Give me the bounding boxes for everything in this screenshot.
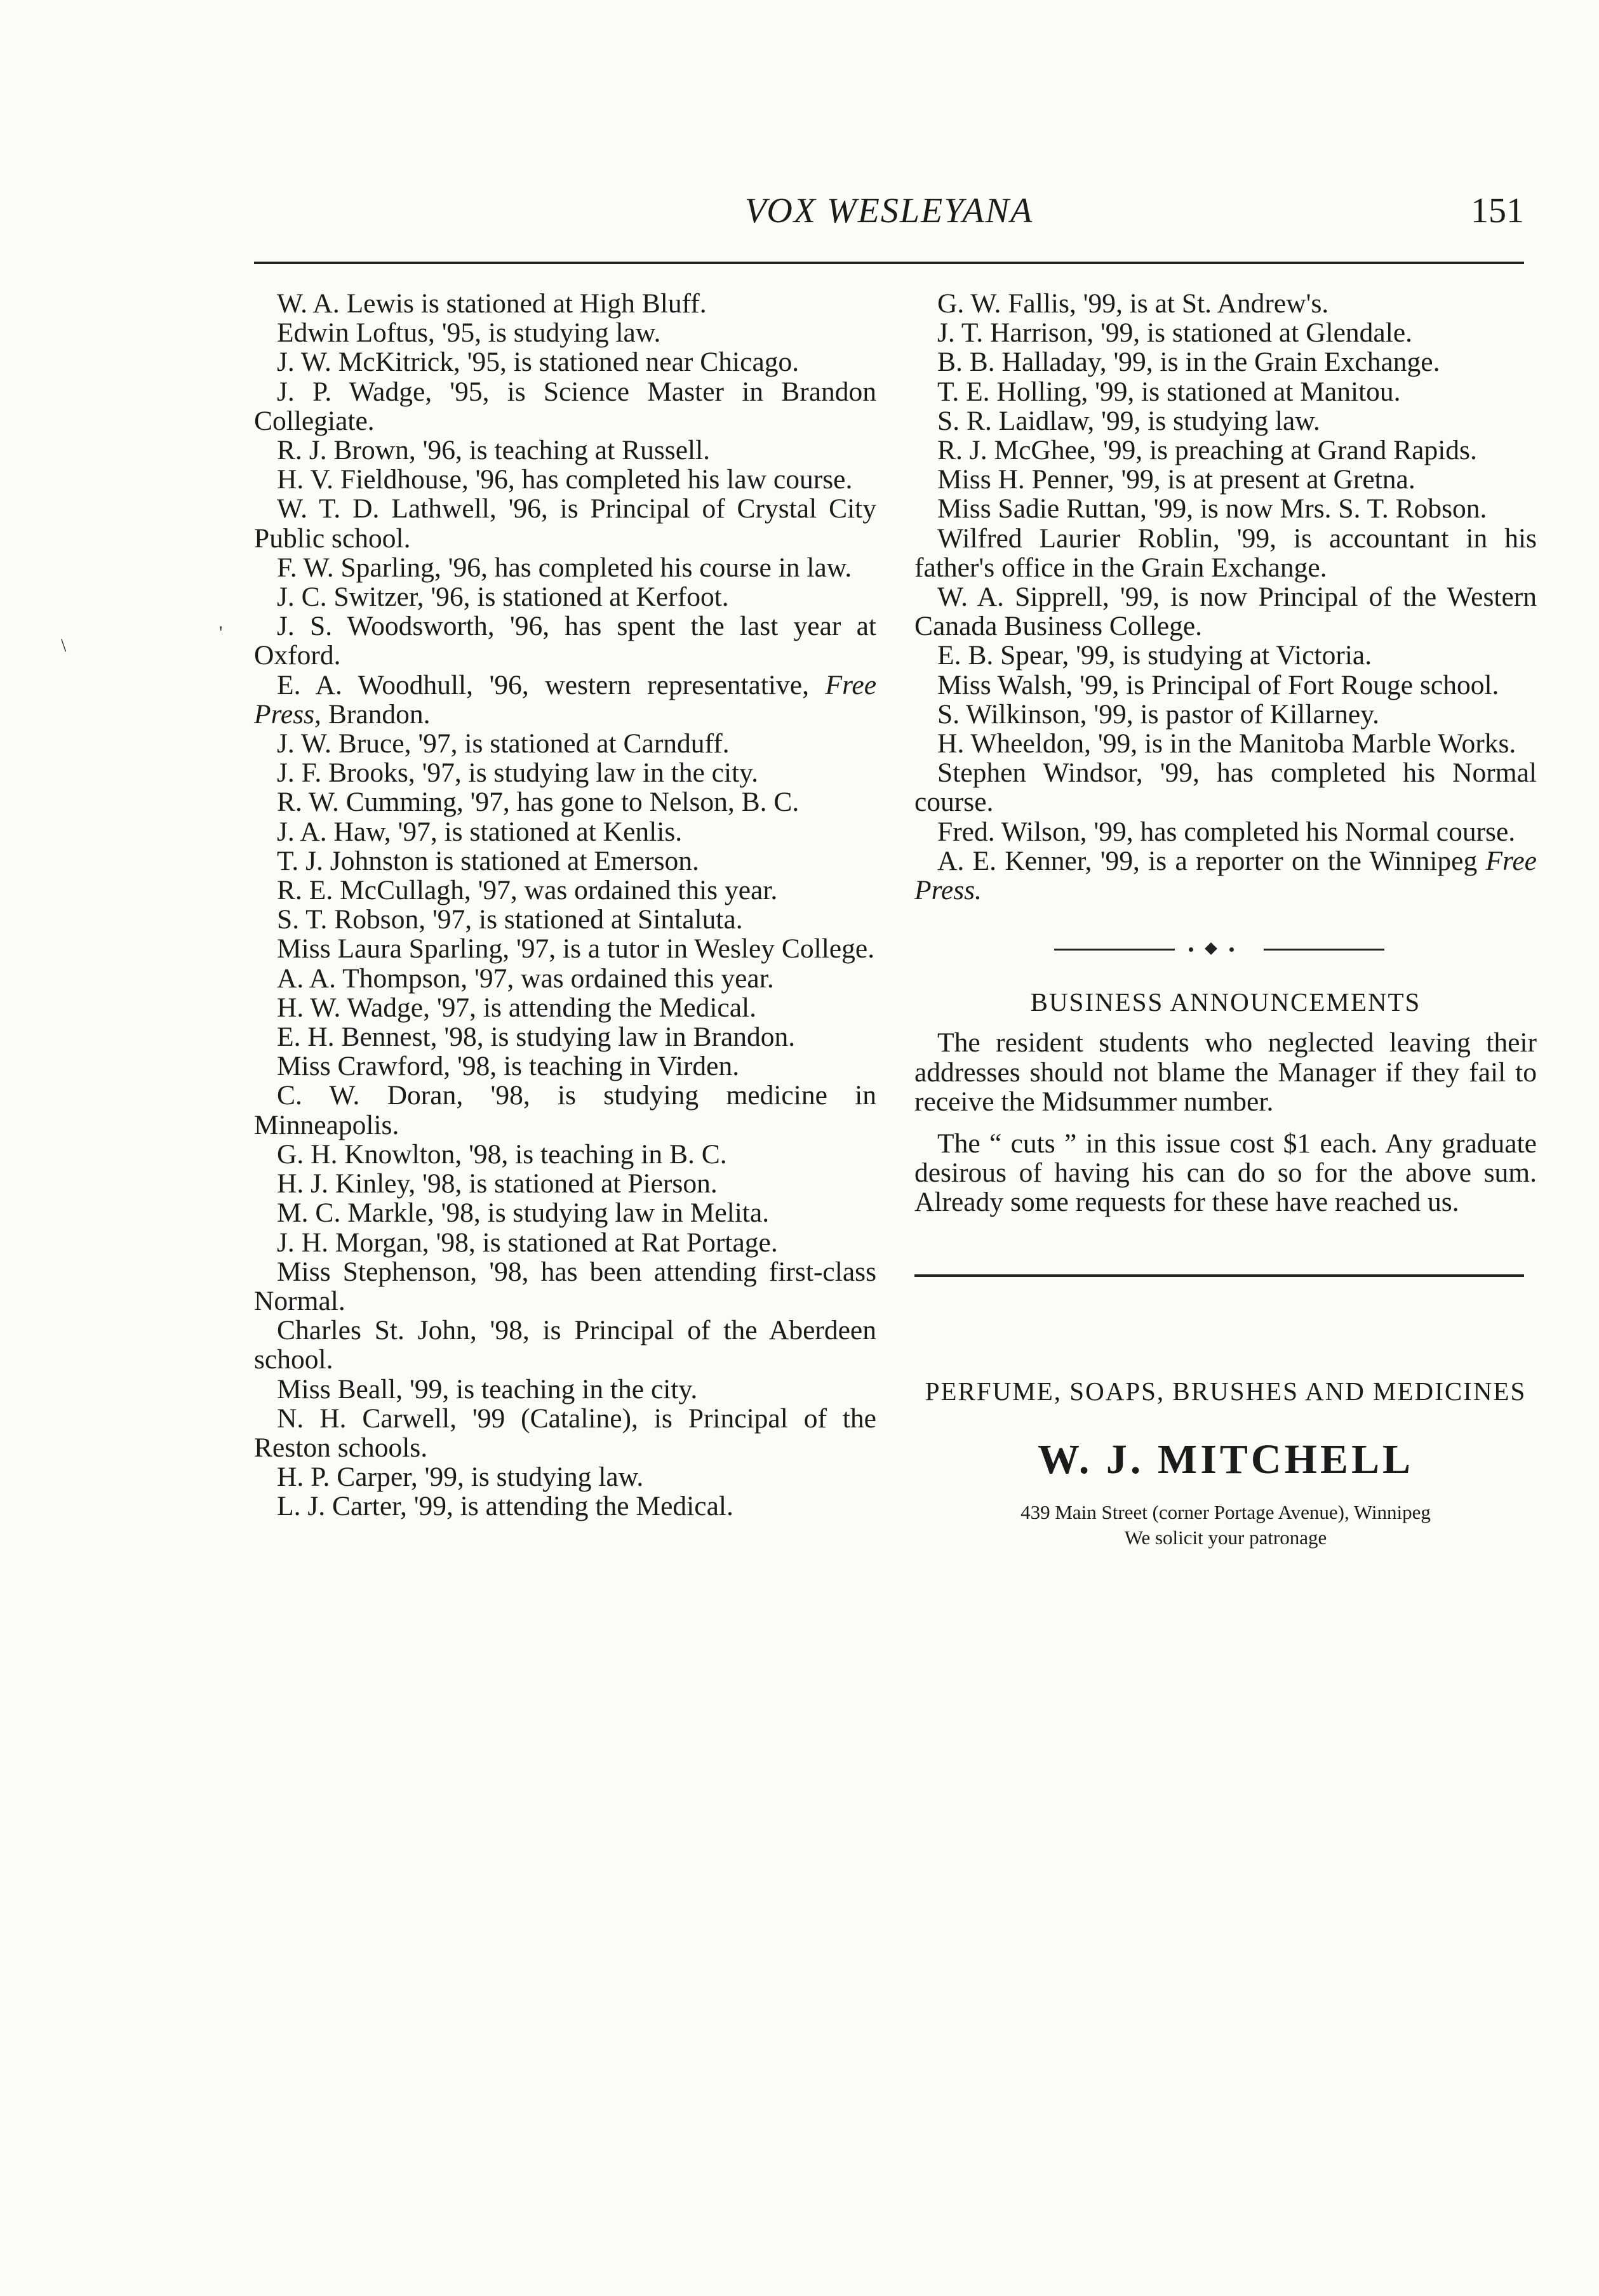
- section-ornament: [1054, 943, 1384, 956]
- business-paragraph: The “ cuts ” in this issue cost $1 each. Any graduate desirous of having his can do so for the above sum. Already some requests for these have reached us.: [914, 1128, 1537, 1218]
- ornament-dot: [1189, 947, 1193, 952]
- alumni-notes-left-column: [254, 289, 876, 1521]
- alumni-note: H. W. Wadge, '97, is attending the Medical.: [277, 992, 756, 1023]
- alumni-note: J. W. Bruce, '97, is stationed at Carnduff.: [277, 728, 730, 759]
- alumni-note: S. R. Laidlaw, '99, is studying law.: [937, 405, 1320, 436]
- advertiser-tagline: We solicit your patronage: [1124, 1526, 1327, 1549]
- newspaper-title: Free Press.: [914, 845, 1537, 906]
- alumni-note: H. P. Carper, '99, is studying law.: [277, 1462, 644, 1493]
- alumni-note: W. T. D. Lathwell, '96, is Principal of Crystal City Public school.: [254, 493, 876, 554]
- alumni-note: W. A. Lewis is stationed at High Bluff.: [277, 288, 707, 319]
- alumni-note: N. H. Carwell, '99 (Cataline), is Principal of the Reston schools.: [254, 1403, 876, 1463]
- alumni-note: R. J. McGhee, '99, is preaching at Grand Rapids.: [937, 435, 1477, 466]
- alumni-note: J. W. McKitrick, '95, is stationed near Chicago.: [277, 347, 800, 378]
- alumni-note: Wilfred Laurier Roblin, '99, is accountant in his father's office in the Grain Exchange.: [914, 523, 1537, 583]
- alumni-note: Edwin Loftus, '95, is studying law.: [277, 317, 661, 349]
- alumni-notes-right-column: [914, 289, 1537, 1551]
- ornament-dot: [1229, 947, 1234, 952]
- alumni-note: H. Wheeldon, '99, is in the Manitoba Marble Works.: [937, 728, 1516, 759]
- business-paragraph: The resident students who neglected leaving their addresses should not blame the Manager if they fail to receive the Midsummer number.: [914, 1027, 1537, 1117]
- alumni-note: R. J. Brown, '96, is teaching at Russell.: [277, 435, 711, 466]
- alumni-note-text: E. A. Woodhull, '96, western representative,: [277, 669, 809, 700]
- alumni-note: J. A. Haw, '97, is stationed at Kenlis.: [277, 816, 683, 847]
- alumni-note: Miss Sadie Ruttan, '99, is now Mrs. S. T. Robson.: [937, 493, 1487, 524]
- alumni-note: Miss Walsh, '99, is Principal of Fort Rouge school.: [937, 669, 1499, 700]
- alumni-note: T. E. Holling, '99, is stationed at Manitou.: [937, 376, 1401, 407]
- journal-title: VOX WESLEYANA: [744, 191, 1034, 230]
- alumni-note: J. T. Harrison, '99, is stationed at Glendale.: [937, 317, 1412, 349]
- alumni-note: [914, 846, 1537, 905]
- alumni-note: L. J. Carter, '99, is attending the Medical.: [277, 1491, 733, 1522]
- alumni-note: J. C. Switzer, '96, is stationed at Kerfoot.: [277, 582, 729, 613]
- margin-mark: \: [61, 635, 67, 656]
- alumni-note: J. H. Morgan, '98, is stationed at Rat Portage.: [277, 1227, 778, 1258]
- alumni-note: J. F. Brooks, '97, is studying law in the city.: [277, 758, 758, 789]
- alumni-note-text: Brandon.: [321, 698, 431, 730]
- alumni-note: [254, 671, 876, 729]
- ornament-rule-left: [1054, 949, 1175, 951]
- alumni-note: Miss Stephenson, '98, has been attending first-class Normal.: [254, 1256, 876, 1316]
- advertiser-name: W. J. MITCHELL: [1037, 1436, 1414, 1483]
- alumni-note: Stephen Windsor, '99, has completed his Normal course.: [914, 758, 1537, 818]
- margin-mark: ': [219, 622, 223, 643]
- alumni-note-text: A. E. Kenner, '99, is a reporter on the Winnipeg: [937, 845, 1478, 876]
- alumni-note: M. C. Markle, '98, is studying law in Melita.: [277, 1198, 770, 1229]
- alumni-note: G. H. Knowlton, '98, is teaching in B. C.: [277, 1138, 727, 1170]
- alumni-note: T. J. Johnston is stationed at Emerson.: [277, 845, 699, 876]
- page-number: 151: [1471, 191, 1524, 230]
- ornament-rule-right: [1264, 949, 1384, 951]
- alumni-note: G. W. Fallis, '99, is at St. Andrew's.: [937, 288, 1329, 319]
- newspaper-title: Free Press,: [254, 669, 877, 730]
- alumni-note: F. W. Sparling, '96, has completed his course in law.: [277, 552, 852, 583]
- alumni-note: Miss Laura Sparling, '97, is a tutor in Wesley College.: [277, 933, 875, 964]
- alumni-note: E. H. Bennest, '98, is studying law in Brandon.: [277, 1022, 796, 1053]
- running-head: [254, 190, 1524, 241]
- business-announcements-heading: BUSINESS ANNOUNCEMENTS: [1030, 987, 1421, 1017]
- alumni-note: Miss Beall, '99, is teaching in the city.: [277, 1373, 698, 1405]
- alumni-note: Miss H. Penner, '99, is at present at Gretna.: [937, 464, 1415, 495]
- header-rule: [254, 262, 1524, 264]
- alumni-note: S. Wilkinson, '99, is pastor of Killarney.: [937, 698, 1379, 730]
- alumni-note: R. E. McCullagh, '97, was ordained this year.: [277, 875, 778, 906]
- alumni-note: Charles St. John, '98, is Principal of the Aberdeen school.: [254, 1315, 876, 1375]
- alumni-note: Miss Crawford, '98, is teaching in Virden.: [277, 1051, 740, 1082]
- alumni-note: J. S. Woodsworth, '96, has spent the last year at Oxford.: [254, 611, 876, 671]
- alumni-note: B. B. Halladay, '99, is in the Grain Exchange.: [937, 347, 1440, 378]
- alumni-note: A. A. Thompson, '97, was ordained this year.: [277, 963, 774, 994]
- section-divider: [914, 1274, 1524, 1277]
- alumni-note: W. A. Sipprell, '99, is now Principal of the Western Canada Business College.: [914, 582, 1537, 642]
- alumni-note: H. J. Kinley, '98, is stationed at Pierson.: [277, 1168, 718, 1199]
- alumni-note: H. V. Fieldhouse, '96, has completed his law course.: [277, 464, 853, 495]
- alumni-note: J. P. Wadge, '95, is Science Master in Brandon Collegiate.: [254, 376, 876, 436]
- alumni-note: E. B. Spear, '99, is studying at Victoria.: [937, 640, 1372, 671]
- alumni-note: Fred. Wilson, '99, has completed his Normal course.: [937, 816, 1516, 847]
- alumni-note: R. W. Cumming, '97, has gone to Nelson, B. C.: [277, 787, 800, 818]
- advertisement-heading: PERFUME, SOAPS, BRUSHES AND MEDICINES: [925, 1376, 1527, 1406]
- alumni-note: C. W. Doran, '98, is studying medicine in Minneapolis.: [254, 1080, 876, 1140]
- advertiser-address: 439 Main Street (corner Portage Avenue), Winnipeg: [1020, 1500, 1431, 1523]
- ornament-diamond-icon: [1205, 942, 1217, 955]
- alumni-note: S. T. Robson, '97, is stationed at Sintaluta.: [277, 904, 743, 935]
